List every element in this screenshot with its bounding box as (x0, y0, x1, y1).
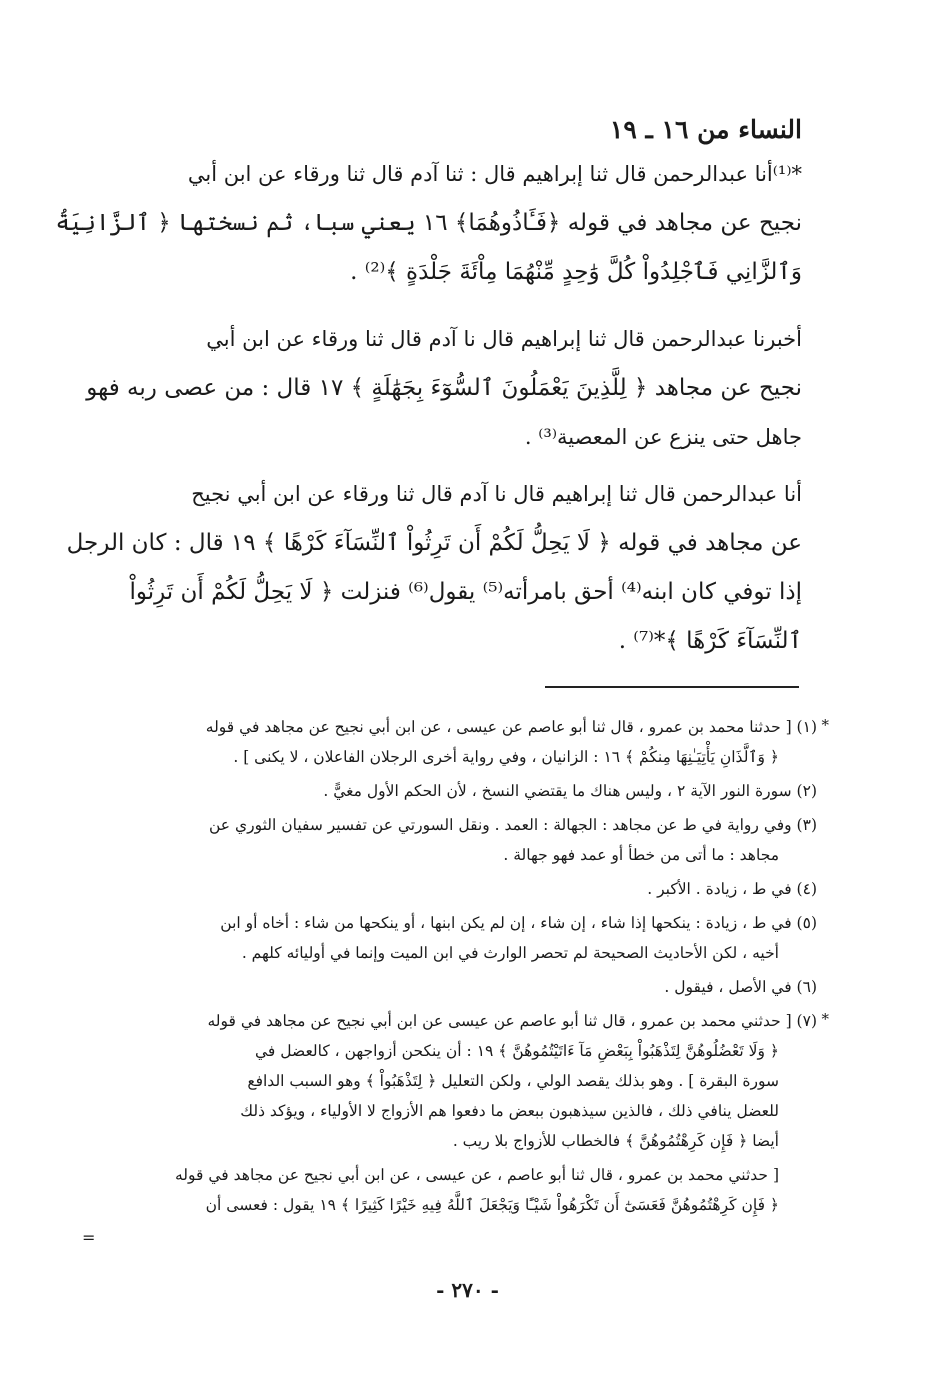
text-line: وَٱلزَّانِي فَٱجْلِدُواْ كُلَّ وَٰحِدٍ مِّنْهُمَا مِاْئَةَ جَلْدَةٍ ﴾⁽²⁾ . (350, 259, 802, 285)
footnote-line: ﴿ فَإِن كَرِهْتُمُوهُنَّ فَعَسَىٰٓ أَن تَكْرَهُواْ شَيْـًٔا وَيَجْعَلَ ٱللَّهُ فِيهِ خَيْرًا كَثِيرًا ﴾ ١٩ يقول : فعسى أن (205, 1196, 779, 1214)
footnote-line: أيضا ﴿ فَإِن كَرِهْتُمُوهُنَّ ﴾ فالخطاب للأزواج بلا ريب . (452, 1132, 779, 1150)
footnote-line: ﴿ وَٱلَّذَانِ يَأْتِيَـٰنِهَا مِنكُمْ ﴾ ١٦ : الزانيان ، وفي رواية أخرى الرجلان الفاعلان ، لا يكنى ] . (233, 748, 779, 766)
text-line: جاهل حتى ينزع عن المعصية⁽³⁾ . (524, 425, 802, 449)
footnote-line: سورة البقرة ] . وهو بذلك يقصد الولي ، ولكن التعليل ﴿ لِتَذْهَبُواْ ﴾ وهو السبب الدافع (247, 1072, 779, 1090)
text-line: إذا توفي كان ابنه⁽⁴⁾ أحق بامرأته⁽⁵⁾ يقول⁽⁶⁾ فنزلت ﴿ لَا يَحِلُّ لَكُمْ أَن تَرِثُواْ (129, 579, 802, 605)
footnote-3 (107, 810, 817, 870)
footnote-line: للعضل ينافي ذلك ، فالذين سيذهبون ببعض ما دفعوا هم الأزواج لا الأولياء ، ويؤكد ذلك (240, 1102, 779, 1120)
footnote-line: (١) [ حدثنا محمد بن عمرو ، قال ثنا أبو عاصم عن عيسى ، عن ابن أبي نجيح عن مجاهد في قوله (205, 718, 817, 736)
footnote-line: (٥) في ط ، زيادة : ينكحها إذا شاء ، إن شاء ، إن لم يكن ابنها ، أو ينكحها من شاء : أخاه أو ابن (220, 914, 817, 932)
page-number: - ٢٧٠ - (436, 1278, 499, 1302)
footnote-1 (107, 712, 829, 772)
footnote-line: ﴿ وَلَا تَعْضُلُوهُنَّ لِتَذْهَبُواْ بِبَعْضِ مَآ ءَاتَيْتُمُوهُنَّ ﴾ ١٩ : أن ينكحن أزواجهن ، كالعضل في (255, 1042, 779, 1060)
footnote-7-continued (107, 1160, 817, 1220)
text-line: أنا عبدالرحمن قال ثنا إبراهيم قال نا آدم قال ثنا ورقاء عن ابن أبي نجيح (191, 482, 802, 506)
footnote-line: [ حدثني محمد بن عمرو ، قال ثنا أبو عاصم ، عن عيسى ، عن ابن أبي نجيح عن مجاهد في قوله (175, 1166, 779, 1184)
paragraph-1 (55, 150, 802, 297)
footnote-line: (٢) سورة النور الآية ٢ ، وليس هناك ما يقتضي النسخ ، لأن الحكم الأول مغيًّ . (323, 782, 817, 800)
text-line: أخبرنا عبدالرحمن قال ثنا إبراهيم قال نا آدم قال ثنا ورقاء عن ابن أبي (206, 327, 802, 351)
footnote-2 (107, 776, 817, 806)
footnote-line: (٣) وفي رواية في ط عن مجاهد : الجهالة : العمد . ونقل السورتي عن تفسير سفيان الثوري عن (208, 816, 817, 834)
footnote-line: أخيه ، لكن الأحاديث الصحيحة لم تحصر الوارث في ابن الميت وإنما في أوليائه كلهم . (241, 944, 779, 962)
footnote-star: * (821, 716, 829, 734)
footnotes (107, 712, 829, 1224)
footnote-separator (545, 686, 799, 688)
footnote-6 (107, 972, 817, 1002)
footnote-5 (107, 908, 817, 968)
text-line: نجيح عن مجاهد في قوله ﴿فَـَٔاذُوهُمَا﴾ ١٦ يعني سبا، ثم نسختها ﴿ ٱلزَّانِيَةُ (55, 210, 802, 236)
text-line: عن مجاهد في قوله ﴿ لَا يَحِلُّ لَكُمْ أَن تَرِثُواْ ٱلنِّسَآءَ كَرْهًا ﴾ ١٩ قال : كان الرجل (66, 530, 802, 556)
page-title: النساء من ١٦ ـ ١٩ (609, 115, 802, 144)
paragraph-2 (86, 315, 802, 462)
text-line: ٱلنِّسَآءَ كَرْهًا ﴾*⁽⁷⁾ . (618, 628, 802, 654)
footnote-line: مجاهد : ما أتى من خطأ أو عمد فهو جهالة . (503, 846, 779, 864)
footnote-star: * (821, 1010, 829, 1028)
text-line: *⁽¹⁾أنا عبدالرحمن قال ثنا إبراهيم قال : ثنا آدم قال ثنا ورقاء عن ابن أبي (187, 162, 802, 186)
margin-mark: = (82, 1228, 96, 1247)
paragraph-3 (66, 470, 802, 666)
footnote-line: (٤) في ط ، زيادة . الأكبر . (647, 880, 817, 898)
footnote-4 (107, 874, 817, 904)
footnote-7 (107, 1006, 829, 1156)
footnote-line: (٧) [ حدثني محمد بن عمرو ، قال ثنا أبو عاصم عن عيسى عن ابن أبي نجيح عن مجاهد في قوله (207, 1012, 817, 1030)
footnote-line: (٦) في الأصل ، فيقول . (664, 978, 817, 996)
text-line: نجيح عن مجاهد ﴿ لِلَّذِينَ يَعْمَلُونَ ٱلسُّوٓءَ بِجَهَٰلَةٍ ﴾ ١٧ قال : من عصى ربه فهو (86, 375, 802, 401)
